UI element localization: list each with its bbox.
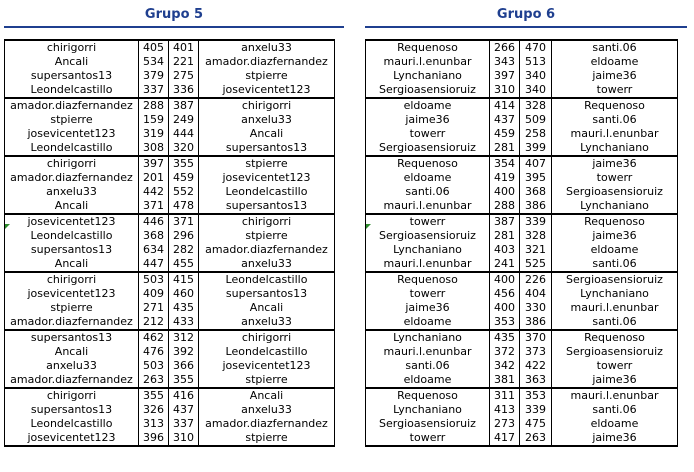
away-player: towerr bbox=[552, 83, 678, 98]
home-score: 417 bbox=[490, 431, 520, 446]
home-player: Lynchaniano bbox=[366, 243, 490, 257]
match-row bbox=[5, 417, 335, 431]
home-score: 326 bbox=[139, 403, 169, 417]
away-player: anxelu33 bbox=[199, 403, 335, 417]
match-row bbox=[366, 388, 678, 403]
home-player: Sergioasensioruiz bbox=[366, 83, 490, 98]
home-score: 447 bbox=[139, 257, 169, 272]
away-player: amador.diazfernandez bbox=[199, 417, 335, 431]
match-row bbox=[5, 214, 335, 229]
home-player: chirigorri bbox=[5, 40, 139, 55]
home-score: 355 bbox=[139, 388, 169, 403]
away-player: jaime36 bbox=[552, 229, 678, 243]
home-score: 442 bbox=[139, 185, 169, 199]
away-score: 415 bbox=[169, 272, 199, 287]
away-player: Sergioasensioruiz bbox=[552, 185, 678, 199]
home-player: Leondelcastillo bbox=[5, 229, 139, 243]
home-score: 353 bbox=[490, 315, 520, 330]
away-player: supersantos13 bbox=[199, 141, 335, 156]
match-row bbox=[5, 257, 335, 272]
home-player: Lynchaniano bbox=[366, 330, 490, 345]
match-row bbox=[5, 40, 335, 55]
home-player: Sergioasensioruiz bbox=[366, 417, 490, 431]
away-score: 339 bbox=[520, 403, 552, 417]
away-player: Leondelcastillo bbox=[199, 185, 335, 199]
home-score: 446 bbox=[139, 214, 169, 229]
match-row bbox=[366, 345, 678, 359]
home-player: chirigorri bbox=[5, 272, 139, 287]
home-player: josevicentet123 bbox=[5, 127, 139, 141]
home-score: 400 bbox=[490, 272, 520, 287]
match-row bbox=[366, 257, 678, 272]
home-player: chirigorri bbox=[5, 156, 139, 171]
match-row bbox=[5, 243, 335, 257]
away-player: stpierre bbox=[199, 431, 335, 446]
match-row bbox=[5, 301, 335, 315]
match-row bbox=[5, 171, 335, 185]
home-player: supersantos13 bbox=[5, 243, 139, 257]
away-player: chirigorri bbox=[199, 98, 335, 113]
home-player: supersantos13 bbox=[5, 403, 139, 417]
home-score: 381 bbox=[490, 373, 520, 388]
away-player: jaime36 bbox=[552, 373, 678, 388]
away-player: Requenoso bbox=[552, 330, 678, 345]
home-score: 413 bbox=[490, 403, 520, 417]
home-score: 310 bbox=[490, 83, 520, 98]
match-row bbox=[366, 243, 678, 257]
away-score: 263 bbox=[520, 431, 552, 446]
away-score: 416 bbox=[169, 388, 199, 403]
home-player: Requenoso bbox=[366, 156, 490, 171]
away-player: jaime36 bbox=[552, 156, 678, 171]
away-player: amador.diazfernandez bbox=[199, 243, 335, 257]
away-player: eldoame bbox=[552, 55, 678, 69]
match-row bbox=[366, 98, 678, 113]
home-player: amador.diazfernandez bbox=[5, 171, 139, 185]
away-player: amador.diazfernandez bbox=[199, 55, 335, 69]
home-player: Ancali bbox=[5, 199, 139, 214]
home-player: jaime36 bbox=[366, 113, 490, 127]
home-player: Ancali bbox=[5, 257, 139, 272]
match-row bbox=[5, 330, 335, 345]
home-score: 634 bbox=[139, 243, 169, 257]
away-score: 312 bbox=[169, 330, 199, 345]
away-score: 552 bbox=[169, 185, 199, 199]
home-score: 337 bbox=[139, 83, 169, 98]
home-player: mauri.l.enunbar bbox=[366, 345, 490, 359]
home-score: 241 bbox=[490, 257, 520, 272]
match-row bbox=[366, 315, 678, 330]
away-player: santi.06 bbox=[552, 40, 678, 55]
away-score: 337 bbox=[169, 417, 199, 431]
away-player: santi.06 bbox=[552, 315, 678, 330]
home-score: 409 bbox=[139, 287, 169, 301]
home-score: 435 bbox=[490, 330, 520, 345]
home-player: amador.diazfernandez bbox=[5, 98, 139, 113]
home-score: 405 bbox=[139, 40, 169, 55]
away-score: 282 bbox=[169, 243, 199, 257]
match-row bbox=[5, 55, 335, 69]
home-player: josevicentet123 bbox=[5, 431, 139, 446]
match-row bbox=[5, 359, 335, 373]
home-player: mauri.l.enunbar bbox=[366, 199, 490, 214]
match-row bbox=[366, 373, 678, 388]
away-player: eldoame bbox=[552, 417, 678, 431]
home-score: 368 bbox=[139, 229, 169, 243]
away-score: 371 bbox=[169, 214, 199, 229]
match-row bbox=[5, 388, 335, 403]
away-player: jaime36 bbox=[552, 69, 678, 83]
away-player: eldoame bbox=[552, 243, 678, 257]
match-row bbox=[366, 156, 678, 171]
home-score: 387 bbox=[490, 214, 520, 229]
home-player: Leondelcastillo bbox=[5, 417, 139, 431]
away-player: Lynchaniano bbox=[552, 199, 678, 214]
away-player: Lynchaniano bbox=[552, 287, 678, 301]
match-row bbox=[5, 345, 335, 359]
match-row bbox=[366, 171, 678, 185]
away-score: 328 bbox=[520, 98, 552, 113]
home-score: 456 bbox=[490, 287, 520, 301]
away-score: 340 bbox=[520, 69, 552, 83]
home-score: 281 bbox=[490, 141, 520, 156]
away-score: 330 bbox=[520, 301, 552, 315]
away-player: Leondelcastillo bbox=[199, 272, 335, 287]
title-underline bbox=[365, 26, 687, 28]
away-score: 355 bbox=[169, 156, 199, 171]
home-score: 271 bbox=[139, 301, 169, 315]
away-score: 321 bbox=[520, 243, 552, 257]
home-player: amador.diazfernandez bbox=[5, 315, 139, 330]
home-player: towerr bbox=[366, 287, 490, 301]
away-score: 370 bbox=[520, 330, 552, 345]
away-player: stpierre bbox=[199, 229, 335, 243]
match-row bbox=[5, 272, 335, 287]
home-player: mauri.l.enunbar bbox=[366, 55, 490, 69]
away-score: 478 bbox=[169, 199, 199, 214]
match-row bbox=[366, 185, 678, 199]
home-player: mauri.l.enunbar bbox=[366, 257, 490, 272]
home-score: 414 bbox=[490, 98, 520, 113]
home-player: santi.06 bbox=[366, 359, 490, 373]
away-score: 401 bbox=[169, 40, 199, 55]
home-score: 419 bbox=[490, 171, 520, 185]
home-score: 400 bbox=[490, 185, 520, 199]
home-player: chirigorri bbox=[5, 388, 139, 403]
home-player: Ancali bbox=[5, 345, 139, 359]
away-score: 392 bbox=[169, 345, 199, 359]
away-score: 475 bbox=[520, 417, 552, 431]
home-score: 397 bbox=[490, 69, 520, 83]
away-score: 368 bbox=[520, 185, 552, 199]
match-row bbox=[5, 199, 335, 214]
match-row bbox=[366, 330, 678, 345]
away-score: 459 bbox=[169, 171, 199, 185]
away-score: 249 bbox=[169, 113, 199, 127]
away-player: josevicentet123 bbox=[199, 171, 335, 185]
away-player: Ancali bbox=[199, 388, 335, 403]
away-player: Ancali bbox=[199, 127, 335, 141]
away-player: Sergioasensioruiz bbox=[552, 272, 678, 287]
away-player: chirigorri bbox=[199, 214, 335, 229]
away-score: 460 bbox=[169, 287, 199, 301]
home-player: supersantos13 bbox=[5, 69, 139, 83]
away-player: Requenoso bbox=[552, 98, 678, 113]
home-score: 281 bbox=[490, 229, 520, 243]
away-score: 258 bbox=[520, 127, 552, 141]
match-row bbox=[366, 229, 678, 243]
match-row bbox=[366, 214, 678, 229]
away-score: 226 bbox=[520, 272, 552, 287]
away-score: 437 bbox=[169, 403, 199, 417]
match-row bbox=[5, 287, 335, 301]
away-player: towerr bbox=[552, 171, 678, 185]
away-player: anxelu33 bbox=[199, 113, 335, 127]
cell-comment-marker bbox=[366, 224, 371, 229]
home-player: Ancali bbox=[5, 55, 139, 69]
home-score: 308 bbox=[139, 141, 169, 156]
home-score: 396 bbox=[139, 431, 169, 446]
home-score: 343 bbox=[490, 55, 520, 69]
away-player: anxelu33 bbox=[199, 40, 335, 55]
away-player: Lynchaniano bbox=[552, 141, 678, 156]
group-title: Grupo 5 bbox=[144, 7, 204, 22]
match-row bbox=[5, 315, 335, 330]
match-row bbox=[366, 55, 678, 69]
home-score: 371 bbox=[139, 199, 169, 214]
home-player: eldoame bbox=[366, 171, 490, 185]
home-player: towerr bbox=[366, 214, 490, 229]
match-row bbox=[366, 431, 678, 446]
away-player: stpierre bbox=[199, 69, 335, 83]
match-row bbox=[366, 141, 678, 156]
home-player: stpierre bbox=[5, 301, 139, 315]
match-row bbox=[366, 417, 678, 431]
home-score: 403 bbox=[490, 243, 520, 257]
home-player: Leondelcastillo bbox=[5, 83, 139, 98]
match-row bbox=[5, 431, 335, 446]
home-score: 212 bbox=[139, 315, 169, 330]
match-row bbox=[5, 373, 335, 388]
home-score: 313 bbox=[139, 417, 169, 431]
home-player: josevicentet123 bbox=[5, 287, 139, 301]
home-player: towerr bbox=[366, 431, 490, 446]
away-player: supersantos13 bbox=[199, 287, 335, 301]
match-row bbox=[366, 127, 678, 141]
match-row bbox=[5, 403, 335, 417]
away-score: 275 bbox=[169, 69, 199, 83]
match-row bbox=[5, 156, 335, 171]
home-score: 288 bbox=[139, 98, 169, 113]
away-score: 336 bbox=[169, 83, 199, 98]
away-score: 387 bbox=[169, 98, 199, 113]
match-row bbox=[366, 113, 678, 127]
away-score: 525 bbox=[520, 257, 552, 272]
match-row bbox=[366, 272, 678, 287]
home-player: amador.diazfernandez bbox=[5, 373, 139, 388]
away-player: anxelu33 bbox=[199, 257, 335, 272]
away-score: 470 bbox=[520, 40, 552, 55]
home-player: Leondelcastillo bbox=[5, 141, 139, 156]
away-player: towerr bbox=[552, 359, 678, 373]
home-score: 459 bbox=[490, 127, 520, 141]
away-score: 366 bbox=[169, 359, 199, 373]
away-score: 340 bbox=[520, 83, 552, 98]
home-score: 319 bbox=[139, 127, 169, 141]
home-player: jaime36 bbox=[366, 301, 490, 315]
away-score: 444 bbox=[169, 127, 199, 141]
away-score: 386 bbox=[520, 315, 552, 330]
home-player: towerr bbox=[366, 127, 490, 141]
away-score: 395 bbox=[520, 171, 552, 185]
away-player: mauri.l.enunbar bbox=[552, 301, 678, 315]
match-row bbox=[5, 127, 335, 141]
home-player: Sergioasensioruiz bbox=[366, 229, 490, 243]
home-player: eldoame bbox=[366, 315, 490, 330]
away-score: 363 bbox=[520, 373, 552, 388]
away-score: 386 bbox=[520, 199, 552, 214]
match-row bbox=[366, 403, 678, 417]
home-score: 534 bbox=[139, 55, 169, 69]
away-player: jaime36 bbox=[552, 431, 678, 446]
match-row bbox=[5, 83, 335, 98]
title-underline bbox=[4, 26, 344, 28]
away-player: santi.06 bbox=[552, 113, 678, 127]
away-player: santi.06 bbox=[552, 403, 678, 417]
away-player: Sergioasensioruiz bbox=[552, 345, 678, 359]
away-score: 353 bbox=[520, 388, 552, 403]
home-player: Sergioasensioruiz bbox=[366, 141, 490, 156]
away-player: stpierre bbox=[199, 373, 335, 388]
away-score: 435 bbox=[169, 301, 199, 315]
away-score: 509 bbox=[520, 113, 552, 127]
home-score: 273 bbox=[490, 417, 520, 431]
away-player: chirigorri bbox=[199, 330, 335, 345]
away-score: 513 bbox=[520, 55, 552, 69]
match-row bbox=[5, 185, 335, 199]
away-score: 373 bbox=[520, 345, 552, 359]
match-row bbox=[5, 98, 335, 113]
away-player: josevicentet123 bbox=[199, 359, 335, 373]
home-score: 400 bbox=[490, 301, 520, 315]
home-score: 311 bbox=[490, 388, 520, 403]
away-score: 221 bbox=[169, 55, 199, 69]
home-player: eldoame bbox=[366, 373, 490, 388]
away-player: Requenoso bbox=[552, 214, 678, 229]
home-score: 266 bbox=[490, 40, 520, 55]
match-row bbox=[366, 199, 678, 214]
match-row bbox=[366, 40, 678, 55]
match-row bbox=[366, 301, 678, 315]
home-player: Requenoso bbox=[366, 40, 490, 55]
away-player: Leondelcastillo bbox=[199, 345, 335, 359]
home-player: stpierre bbox=[5, 113, 139, 127]
home-score: 503 bbox=[139, 359, 169, 373]
home-player: anxelu33 bbox=[5, 359, 139, 373]
home-score: 437 bbox=[490, 113, 520, 127]
away-player: anxelu33 bbox=[199, 315, 335, 330]
away-score: 455 bbox=[169, 257, 199, 272]
home-score: 379 bbox=[139, 69, 169, 83]
away-score: 296 bbox=[169, 229, 199, 243]
results-table bbox=[4, 39, 335, 447]
away-score: 407 bbox=[520, 156, 552, 171]
home-player: Requenoso bbox=[366, 388, 490, 403]
home-player: Lynchaniano bbox=[366, 69, 490, 83]
home-score: 201 bbox=[139, 171, 169, 185]
home-player: Lynchaniano bbox=[366, 403, 490, 417]
match-row bbox=[5, 229, 335, 243]
home-score: 476 bbox=[139, 345, 169, 359]
away-player: josevicentet123 bbox=[199, 83, 335, 98]
home-player: santi.06 bbox=[366, 185, 490, 199]
group-title: Grupo 6 bbox=[496, 7, 556, 22]
home-score: 372 bbox=[490, 345, 520, 359]
home-player: supersantos13 bbox=[5, 330, 139, 345]
home-score: 354 bbox=[490, 156, 520, 171]
home-score: 159 bbox=[139, 113, 169, 127]
home-player: eldoame bbox=[366, 98, 490, 113]
away-score: 355 bbox=[169, 373, 199, 388]
match-row bbox=[366, 69, 678, 83]
away-player: santi.06 bbox=[552, 257, 678, 272]
away-score: 422 bbox=[520, 359, 552, 373]
away-player: mauri.l.enunbar bbox=[552, 127, 678, 141]
home-score: 263 bbox=[139, 373, 169, 388]
match-row bbox=[366, 359, 678, 373]
match-row bbox=[5, 69, 335, 83]
home-score: 342 bbox=[490, 359, 520, 373]
results-table bbox=[365, 39, 678, 447]
away-player: mauri.l.enunbar bbox=[552, 388, 678, 403]
match-row bbox=[366, 287, 678, 301]
home-score: 397 bbox=[139, 156, 169, 171]
home-score: 503 bbox=[139, 272, 169, 287]
away-player: stpierre bbox=[199, 156, 335, 171]
away-score: 310 bbox=[169, 431, 199, 446]
match-row bbox=[5, 141, 335, 156]
match-row bbox=[5, 113, 335, 127]
away-score: 404 bbox=[520, 287, 552, 301]
home-player: josevicentet123 bbox=[5, 214, 139, 229]
home-player: anxelu33 bbox=[5, 185, 139, 199]
away-score: 433 bbox=[169, 315, 199, 330]
away-score: 399 bbox=[520, 141, 552, 156]
away-player: supersantos13 bbox=[199, 199, 335, 214]
home-player: Requenoso bbox=[366, 272, 490, 287]
home-score: 288 bbox=[490, 199, 520, 214]
away-score: 339 bbox=[520, 214, 552, 229]
away-score: 328 bbox=[520, 229, 552, 243]
cell-comment-marker bbox=[5, 224, 10, 229]
match-row bbox=[366, 83, 678, 98]
home-score: 462 bbox=[139, 330, 169, 345]
away-player: Ancali bbox=[199, 301, 335, 315]
away-score: 320 bbox=[169, 141, 199, 156]
